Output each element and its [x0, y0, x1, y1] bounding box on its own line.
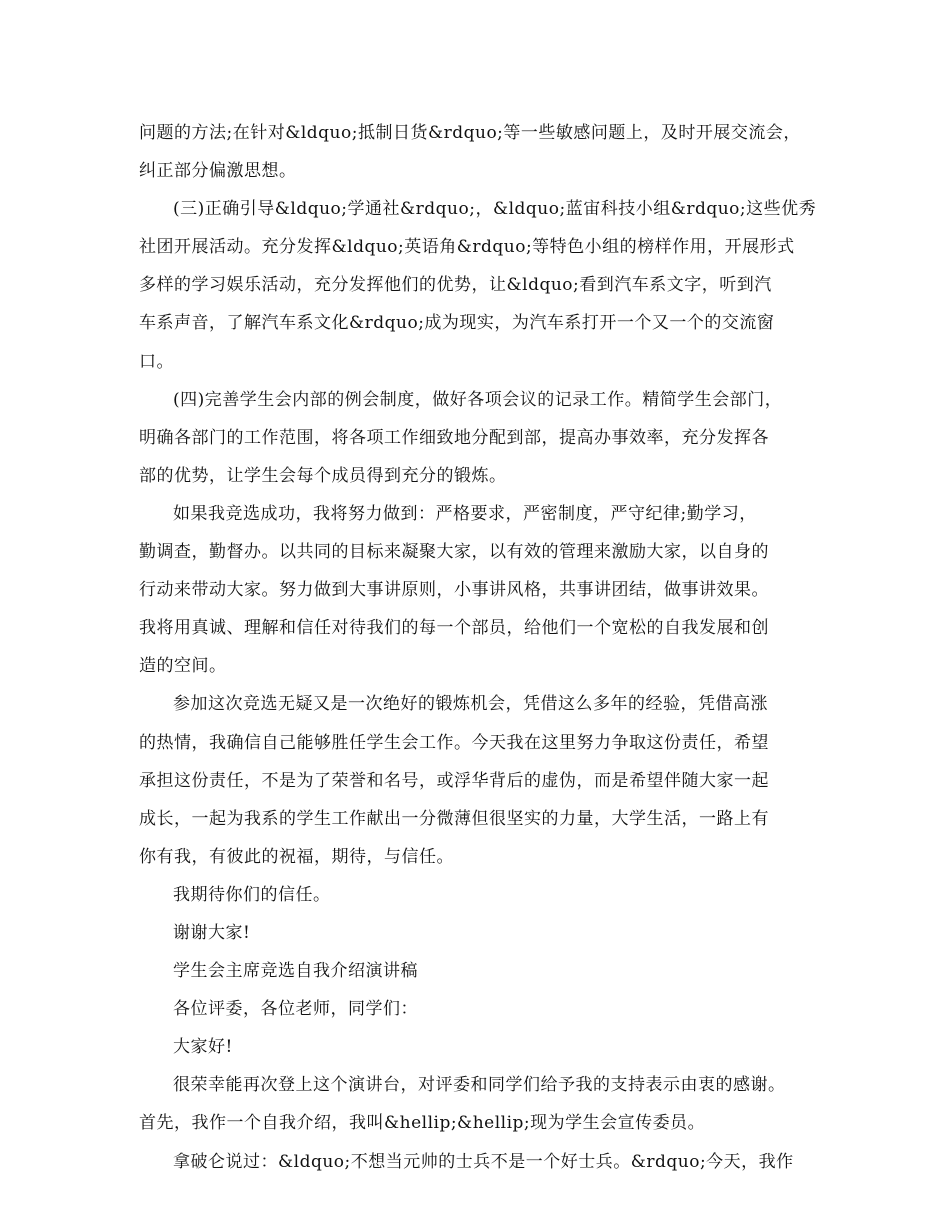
- paragraph-first-line: 如果我竞选成功，我将努力做到：严格要求，严密制度，严守纪律;勤学习，: [173, 503, 757, 524]
- paragraph-first-line: (三)正确引导&ldquo;学通社&rdquo;，&ldquo;蓝宙科技小组&rdquo;这些优秀: [173, 199, 817, 220]
- paragraph-line: 勤调查，勤督办。以共同的目标来凝聚大家，以有效的管理来激励大家，以自身的: [139, 542, 769, 563]
- document-body: [139, 114, 839, 1181]
- paragraph-first-line: 学生会主席竞选自我介绍演讲稿: [173, 961, 418, 982]
- paragraph-first-line: 拿破仑说过：&ldquo;不想当元帅的士兵不是一个好士兵。&rdquo;今天，我作: [173, 1151, 794, 1172]
- paragraph-line: 成长，一起为我系的学生工作献出一分微薄但很坚实的力量，大学生活，一路上有: [139, 808, 769, 829]
- paragraph-first-line: 谢谢大家!: [173, 922, 251, 943]
- paragraph-line: 多样的学习娱乐活动，充分发挥他们的优势，让&ldquo;看到汽车系文字，听到汽: [139, 275, 772, 296]
- paragraph-line: 口。: [139, 351, 174, 372]
- paragraph-line: 的热情，我确信自己能够胜任学生会工作。今天我在这里努力争取这份责任，希望: [139, 732, 769, 753]
- paragraph-first-line: 我期待你们的信任。: [173, 884, 331, 905]
- paragraph-line: 你有我，有彼此的祝福，期待，与信任。: [139, 846, 454, 867]
- paragraph-line: 车系声音，了解汽车系文化&rdquo;成为现实，为汽车系打开一个又一个的交流窗: [139, 313, 775, 334]
- paragraph-first-line: 参加这次竞选无疑又是一次绝好的锻炼机会，凭借这么多年的经验，凭借高涨: [173, 694, 768, 715]
- paragraph-first-line: 大家好!: [173, 1037, 233, 1058]
- paragraph-line: 部的优势，让学生会每个成员得到充分的锻炼。: [139, 465, 507, 486]
- paragraph-line: 我将用真诚、理解和信任对待我们的每一个部员，给他们一个宽松的自我发展和创: [139, 618, 769, 639]
- paragraph-first-line: (四)完善学生会内部的例会制度，做好各项会议的记录工作。精简学生会部门，: [173, 389, 783, 410]
- paragraph-line: 行动来带动大家。努力做到大事讲原则，小事讲风格，共事讲团结，做事讲效果。: [139, 580, 769, 601]
- paragraph-line: 造的空间。: [139, 656, 227, 677]
- paragraph-line: 承担这份责任，不是为了荣誉和名号，或浮华背后的虚伪，而是希望伴随大家一起: [139, 770, 769, 791]
- paragraph-line: 明确各部门的工作范围，将各项工作细致地分配到部，提高办事效率，充分发挥各: [139, 427, 769, 448]
- paragraph-line: 问题的方法;在针对&ldquo;抵制日货&rdquo;等一些敏感问题上，及时开展交流会，: [139, 123, 801, 143]
- paragraph-line: 纠正部分偏激思想。: [139, 161, 297, 182]
- paragraph-line: 社团开展活动。充分发挥&ldquo;英语角&rdquo;等特色小组的榜样作用，开展形式: [139, 237, 795, 258]
- paragraph-line: 首先，我作一个自我介绍，我叫&hellip;&hellip;现为学生会宣传委员。: [139, 1113, 706, 1134]
- paragraph-first-line: 很荣幸能再次登上这个演讲台，对评委和同学们给予我的支持表示由衷的感谢。: [173, 1075, 786, 1096]
- paragraph-first-line: 各位评委，各位老师，同学们：: [173, 999, 418, 1020]
